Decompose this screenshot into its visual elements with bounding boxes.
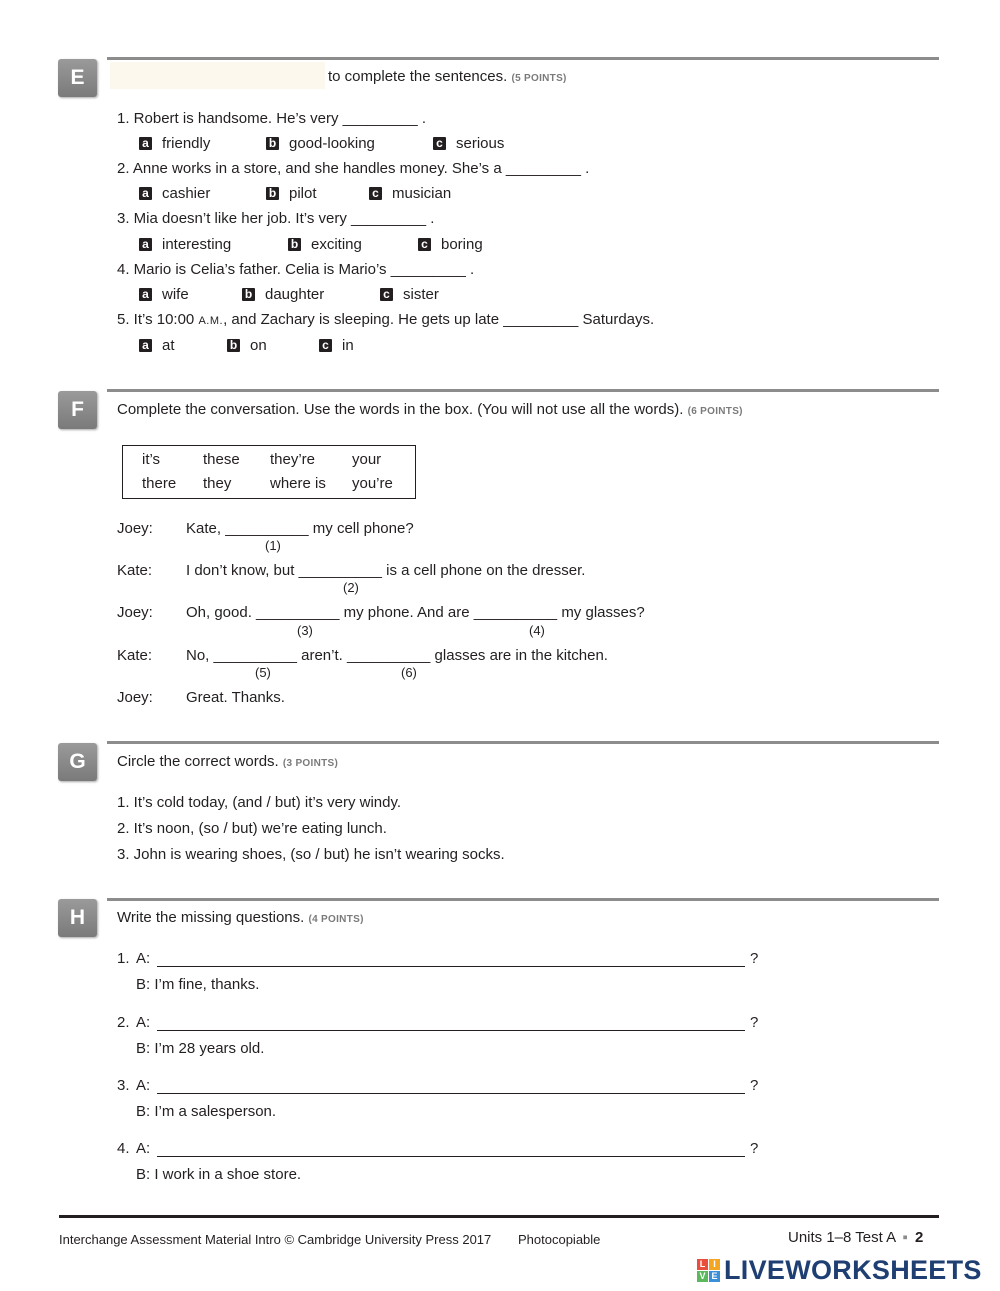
blank-number: (2): [343, 580, 359, 595]
answer-text: B: I’m a salesperson.: [136, 1103, 277, 1120]
option-badge: c: [433, 137, 446, 150]
page-number: 2: [914, 1229, 924, 1246]
separator: ▪: [902, 1229, 908, 1246]
option-badge: a: [139, 339, 152, 352]
option-badge: a: [139, 187, 152, 200]
question-mark: ?: [750, 1140, 759, 1157]
blank-number: (6): [401, 665, 417, 680]
answer-line-h1[interactable]: [157, 952, 745, 967]
a-label: A:: [136, 1077, 151, 1094]
speaker-label: Joey:: [117, 604, 153, 621]
answer-text: B: I work in a shoe store.: [136, 1166, 302, 1183]
question-e4: 4. Mario is Celia’s father. Celia is Mario’s _________ .: [117, 261, 475, 278]
option-badge: b: [266, 137, 279, 150]
option-e2-c[interactable]: c musician: [369, 185, 451, 202]
a-label: A:: [136, 1140, 151, 1157]
question-e1: 1. Robert is handsome. He’s very _________ .: [117, 110, 427, 127]
word-box-item: your: [352, 451, 382, 468]
section-h-rule: [107, 898, 939, 901]
question-e2: 2. Anne works in a store, and she handles money. She’s a _________ .: [117, 160, 590, 177]
question-e5: 5. It’s 10:00 A.M., and Zachary is sleeping. He gets up late _________ Saturdays.: [117, 311, 655, 328]
option-badge: b: [242, 288, 255, 301]
section-f-rule: [107, 389, 939, 392]
word-box-item: where is: [270, 475, 326, 492]
option-badge: b: [288, 238, 301, 251]
instruction-text: to complete the sentences.: [328, 68, 508, 85]
word-box-item: there: [142, 475, 177, 492]
word-box-item: these: [203, 451, 240, 468]
a-label: A:: [136, 1014, 151, 1031]
option-e4-c[interactable]: c sister: [380, 286, 439, 303]
blank-number: (4): [529, 623, 545, 638]
points-label: (6 POINTS): [687, 406, 743, 417]
option-e1-a[interactable]: a friendly: [139, 135, 210, 152]
section-h-badge: H: [58, 899, 97, 937]
option-badge: c: [369, 187, 382, 200]
section-g-rule: [107, 741, 939, 744]
option-badge: a: [139, 288, 152, 301]
question-e3: 3. Mia doesn’t like her job. It’s very _________ .: [117, 210, 435, 227]
question-g2[interactable]: 2. It’s noon, (so / but) we’re eating lunch.: [117, 820, 387, 837]
answer-text: B: I’m fine, thanks.: [136, 976, 260, 993]
word-box-item: they: [203, 475, 232, 492]
speaker-label: Joey:: [117, 689, 153, 706]
points-label: (5 POINTS): [511, 73, 567, 84]
blank-number: (5): [255, 665, 271, 680]
option-badge: a: [139, 238, 152, 251]
option-badge: a: [139, 137, 152, 150]
question-number: 3.: [117, 1077, 130, 1094]
question-mark: ?: [750, 950, 759, 967]
question-g3[interactable]: 3. John is wearing shoes, (so / but) he isn’t wearing socks.: [117, 846, 505, 863]
option-e2-b[interactable]: b pilot: [266, 185, 317, 202]
option-e4-a[interactable]: a wife: [139, 286, 189, 303]
section-e-instruction: [328, 68, 567, 85]
section-g-badge: G: [58, 743, 97, 781]
option-e2-a[interactable]: a cashier: [139, 185, 210, 202]
section-e-rule: [107, 57, 939, 60]
option-badge: b: [227, 339, 240, 352]
question-number: 2.: [117, 1014, 130, 1031]
option-e5-c[interactable]: c in: [319, 337, 354, 354]
speaker-label: Kate:: [117, 562, 153, 579]
option-e1-c[interactable]: c serious: [433, 135, 504, 152]
points-label: (3 POINTS): [282, 758, 339, 769]
instruction-text: Circle the correct words.: [117, 753, 279, 770]
unit-test-label: Units 1–8 Test A: [788, 1229, 896, 1246]
option-badge: b: [266, 187, 279, 200]
dialogue-line: No, __________ aren’t. __________ glasses are in the kitchen.: [186, 647, 608, 664]
answer-line-h2[interactable]: [157, 1016, 745, 1031]
footer-rule: [59, 1215, 939, 1218]
dialogue-line: Kate, __________ my cell phone?: [186, 520, 414, 537]
option-e5-b[interactable]: b on: [227, 337, 267, 354]
option-badge: c: [380, 288, 393, 301]
footer-photocopiable: Photocopiable: [518, 1232, 601, 1247]
points-label: (4 POINTS): [308, 914, 364, 925]
option-e3-a[interactable]: a interesting: [139, 236, 231, 253]
dialogue-line: I don’t know, but __________ is a cell phone on the dresser.: [186, 562, 586, 579]
logo-tiles-icon: L I V E: [697, 1259, 720, 1282]
question-number: 1.: [117, 950, 130, 967]
section-e-badge: E: [58, 59, 97, 97]
section-f-badge: F: [58, 391, 97, 429]
option-e4-b[interactable]: b daughter: [242, 286, 324, 303]
option-badge: c: [418, 238, 431, 251]
liveworksheets-logo[interactable]: [697, 1255, 982, 1286]
option-e3-c[interactable]: c boring: [418, 236, 483, 253]
blank-number: (1): [265, 538, 281, 553]
instruction-text: Complete the conversation. Use the words in the box. (You will not use all the words).: [117, 401, 684, 418]
logo-text: LIVEWORKSHEETS: [724, 1255, 982, 1285]
footer-copyright: Interchange Assessment Material Intro © Cambridge University Press 2017: [59, 1232, 492, 1247]
option-e5-a[interactable]: a at: [139, 337, 175, 354]
option-e3-b[interactable]: b exciting: [288, 236, 362, 253]
question-number: 4.: [117, 1140, 130, 1157]
question-g1[interactable]: 1. It’s cold today, (and / but) it’s very windy.: [117, 794, 402, 811]
answer-line-h3[interactable]: [157, 1079, 745, 1094]
dialogue-line: Great. Thanks.: [186, 689, 285, 706]
footer-page-info: [788, 1229, 923, 1246]
a-label: A:: [136, 950, 151, 967]
answer-input-e[interactable]: [110, 62, 325, 89]
section-h-instruction: [117, 909, 364, 926]
word-box-item: they’re: [270, 451, 316, 468]
answer-text: B: I’m 28 years old.: [136, 1040, 265, 1057]
question-mark: ?: [750, 1077, 759, 1094]
speaker-label: Joey:: [117, 520, 153, 537]
speaker-label: Kate:: [117, 647, 153, 664]
blank-number: (3): [297, 623, 313, 638]
option-e1-b[interactable]: b good-looking: [266, 135, 375, 152]
section-g-instruction: [117, 753, 338, 770]
word-box-item: you’re: [352, 475, 393, 492]
word-box-item: it’s: [142, 451, 161, 468]
dialogue-line: Oh, good. __________ my phone. And are __________ my glasses?: [186, 604, 645, 621]
answer-line-h4[interactable]: [157, 1142, 745, 1157]
section-f-instruction: [117, 401, 743, 418]
instruction-text: Write the missing questions.: [117, 909, 305, 926]
question-mark: ?: [750, 1014, 759, 1031]
option-badge: c: [319, 339, 332, 352]
